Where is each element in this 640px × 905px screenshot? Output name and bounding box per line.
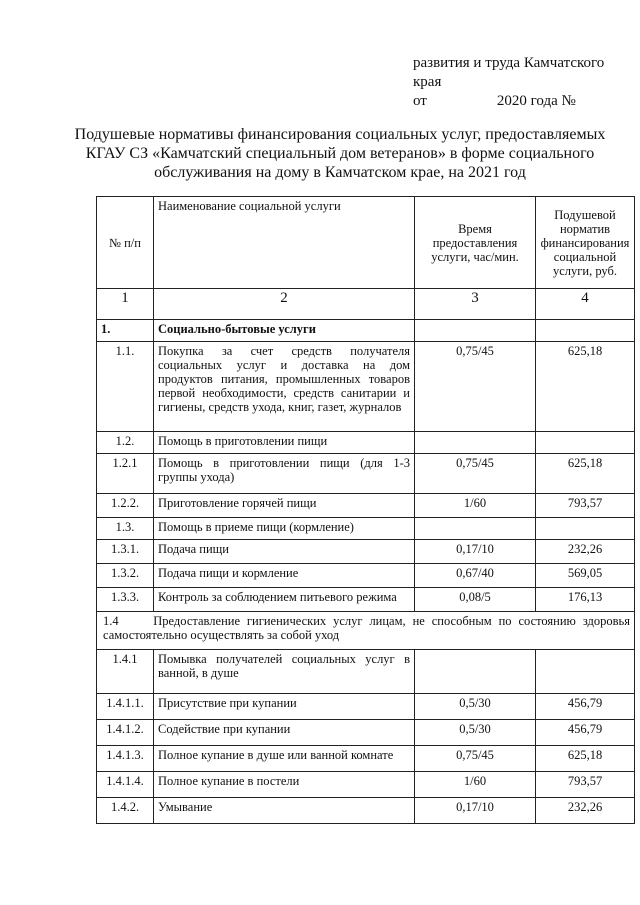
row-name: Полное купание в душе или ванной комнате [154,746,415,772]
row-time: 0,75/45 [415,342,536,432]
row-norm [536,432,635,454]
row-name: Подача пищи [154,540,415,564]
row-num: 1.3.1. [97,540,154,564]
row-num: 1.4.1.1. [97,694,154,720]
date-text: 2020 года № [496,93,576,109]
row-time: 0,5/30 [415,720,536,746]
col-number: 4 [536,289,635,320]
row-norm: 176,13 [536,588,635,612]
table-row [97,650,635,694]
row-name: Помощь в приеме пищи (кормление) [154,518,415,540]
table-row [97,772,635,798]
row-time: 0,08/5 [415,588,536,612]
row-norm: 625,18 [536,342,635,432]
row-num: 1.1. [97,342,154,432]
table-row [97,798,635,824]
row-name: Покупка за счет средств получателя социальных услуг и доставка на дом продуктов питания, промышленных товаров первой необходимости, средств санитарии и гигиены, средств ухода, книг, газет, журналов [154,342,415,432]
header-line-1: развития и труда Камчатского [413,55,605,71]
row-name: Приготовление горячей пищи [154,494,415,518]
row-name: Содействие при купании [154,720,415,746]
normatives-table [96,196,635,824]
col-number: 3 [415,289,536,320]
table-row [97,588,635,612]
row-time: 0,17/10 [415,798,536,824]
row-num: 1.4.1 [97,650,154,694]
row-num: 1.4.1.2. [97,720,154,746]
table-row [97,518,635,540]
row-num: 1.3.3. [97,588,154,612]
from-label: от [413,93,427,109]
row-time: 1/60 [415,494,536,518]
header-num: № п/п [97,197,154,289]
header-time: Время предоставления услуги, час/мин. [415,197,536,289]
row-num: 1.2.2. [97,494,154,518]
row-num: 1.4.2. [97,798,154,824]
row-name: Социально-бытовые услуги [154,320,415,342]
row-time [415,432,536,454]
row-name: Присутствие при купании [154,694,415,720]
row-name: Контроль за соблюдением питьевого режима [154,588,415,612]
table-row [97,694,635,720]
row-num: 1.2.1 [97,454,154,494]
row-norm: 625,18 [536,746,635,772]
row-norm: 232,26 [536,798,635,824]
row-norm [536,650,635,694]
header-line-2: края [413,74,442,90]
row-norm: 569,05 [536,564,635,588]
row-name: Помощь в приготовлении пищи (для 1-3 группы ухода) [154,454,415,494]
row-num: 1.4 [103,614,119,628]
row-time: 0,67/40 [415,564,536,588]
row-num: 1.4.1.3. [97,746,154,772]
table-row [97,342,635,432]
row-time [415,320,536,342]
row-time: 0,75/45 [415,746,536,772]
row-time: 0,5/30 [415,694,536,720]
row-name: Умывание [154,798,415,824]
row-name: Предоставление гигиенических услуг лицам, не способным по состоянию здоровья самостоятельно осуществлять за собой уход [103,614,630,642]
table-row [97,454,635,494]
row-name: Помывка получателей социальных услуг в ванной, в душе [154,650,415,694]
row-time [415,650,536,694]
row-norm [536,518,635,540]
table-row [97,320,635,342]
table-row [97,494,635,518]
col-number: 2 [154,289,415,320]
row-time [415,518,536,540]
row-num: 1.2. [97,432,154,454]
row-name: Подача пищи и кормление [154,564,415,588]
table-row [97,612,635,650]
header-norm: Подушевой норматив финансирования социальной услуги, руб. [536,197,635,289]
row-norm: 456,79 [536,694,635,720]
date-row [413,92,604,111]
recipient-header [413,54,604,111]
table-row [97,720,635,746]
row-num: 1.3.2. [97,564,154,588]
table-row [97,540,635,564]
table-row [97,432,635,454]
row-time: 0,75/45 [415,454,536,494]
document-title: Подушевые нормативы финансирования социальных услуг, предоставляемых КГАУ СЗ «Камчатский специальный дом ветеранов» в форме социального обслуживания на дому в Камчатском крае, на 2021 год [74,126,606,181]
row-norm: 793,57 [536,772,635,798]
row-norm: 232,26 [536,540,635,564]
row-time: 1/60 [415,772,536,798]
row-norm [536,320,635,342]
row-time: 0,17/10 [415,540,536,564]
row-num: 1.4.1.4. [97,772,154,798]
header-name: Наименование социальной услуги [154,197,415,289]
row-norm: 456,79 [536,720,635,746]
column-numbers-row [97,289,635,320]
row-norm: 793,57 [536,494,635,518]
row-norm: 625,18 [536,454,635,494]
section-row [97,612,635,650]
row-name: Помощь в приготовлении пищи [154,432,415,454]
table-row [97,746,635,772]
row-name: Полное купание в постели [154,772,415,798]
row-num: 1.3. [97,518,154,540]
table-row [97,564,635,588]
table-header-row [97,197,635,289]
col-number: 1 [97,289,154,320]
row-num: 1. [97,320,154,342]
